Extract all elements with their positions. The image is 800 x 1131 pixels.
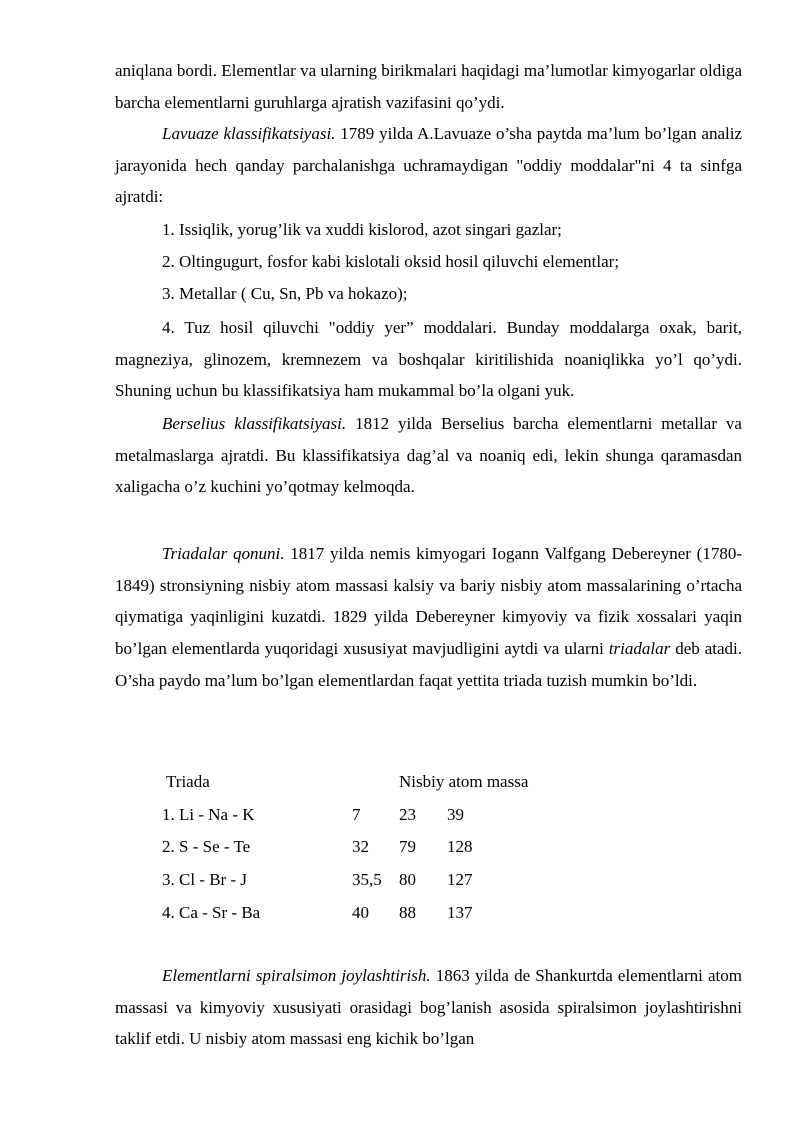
mass-2: 79 [399,837,416,857]
lavuaze-item-3: 3. Metallar ( Cu, Sn, Pb va hokazo); [162,284,408,303]
mass-2: 88 [399,902,416,922]
lavuaze-heading: Lavuaze klassifikatsiyasi. [162,124,336,143]
triada-heading: Triadalar qonuni. [162,544,285,563]
mass-3: 127 [447,870,473,890]
triada-name: 2. S - Se - Te [162,837,251,857]
triada-name: 4. Ca - Sr - Ba [162,902,261,922]
paragraph-spiral [115,960,742,1055]
mass-2: 80 [399,870,416,890]
triada-term: triadalar [608,639,671,659]
header-triada: Triada [166,772,210,791]
mass-1: 7 [352,804,361,824]
mass-3: 137 [447,902,473,922]
mass-1: 35,5 [352,870,382,890]
lavuaze-item-2: 2. Oltingugurt, fosfor kabi kislotali oksid hosil qiluvchi elementlar; [162,252,620,271]
triada-name: 1. Li - Na - K [162,804,255,824]
paragraph-triada [115,538,742,697]
mass-3: 128 [447,837,473,857]
lavuaze-item-4: 4. Tuz hosil qiluvchi "oddiy yer” moddalari. Bunday moddalarga oxak, barit, magneziya, glinozem, kremnezem va boshqalar kiritilishida noaniqlikka yo’l qo’ydi. Shuning uchun bu klassifikatsiya ham mukammal bo’la olgani yuk. [115,318,742,401]
mass-1: 32 [352,837,369,857]
lavuaze-item-1: 1. Issiqlik, yorug’lik va xuddi kislorod, azot singari gazlar; [162,220,562,239]
triada-name: 3. Cl - Br - J [162,870,247,890]
triada-text-b: deb atadi. O’sha paydo ma’lum bo’lgan elementlardan faqat yettita triada tuzish mumkin bo’ldi. [115,639,742,690]
spiral-heading: Elementlarni spiralsimon joylashtirish. [162,966,431,985]
spiral-text: 1863 yilda de Shankurtda elementlarni atom massasi va kimyoviy xususiyati orasidagi bog’lanish asosida spiralsimon joylashtirishni taklif etdi. U nisbiy atom massasi eng kichik bo’lgan [115,966,743,1049]
lavuaze-text: 1789 yilda A.Lavuaze o’sha paytda ma’lum bo’lgan analiz jarayonida hech qanday parchalanishga uchramaydigan "oddiy moddalar"ni 4 ta sinfga ajratdi: [115,124,743,207]
header-mass: Nisbiy atom massa [399,772,529,791]
berselius-heading: Berselius klassifikatsiyasi. [162,414,347,433]
berselius-text: 1812 yilda Berselius barcha elementlarni metallar va metalmaslarga ajratdi. Bu klassifikatsiya dag’al va noaniq edi, lekin shunga qaramasdan xaligacha o’z kuchini yo’qotmay kelmoqda. [115,414,742,497]
mass-2: 23 [399,804,416,824]
triada-text-a: 1817 yilda nemis kimyogari Iogann Valfgang Debereyner (1780-1849) stronsiyning nisbiy atom massasi kalsiy va bariy nisbiy atom massalarining o’rtacha qiymatiga yaqinligini kuzatdi. 1829 yilda Debereyner kimyoviy va fizik xossalari yaqin bo’lgan elementlarda yuqoridagi xususiyat mavjudligini aytdi va ularni [115,544,742,659]
paragraph-lavuaze [115,118,742,213]
mass-3: 39 [447,804,464,824]
mass-1: 40 [352,902,369,922]
paragraph-intro: aniqlana bordi. Elementlar va ularning birikmalari haqidagi ma’lumotlar kimyogarlar oldiga barcha elementlarni guruhlarga ajratish vazifasini qo’ydi. [115,61,742,112]
paragraph-berselius [115,408,742,503]
